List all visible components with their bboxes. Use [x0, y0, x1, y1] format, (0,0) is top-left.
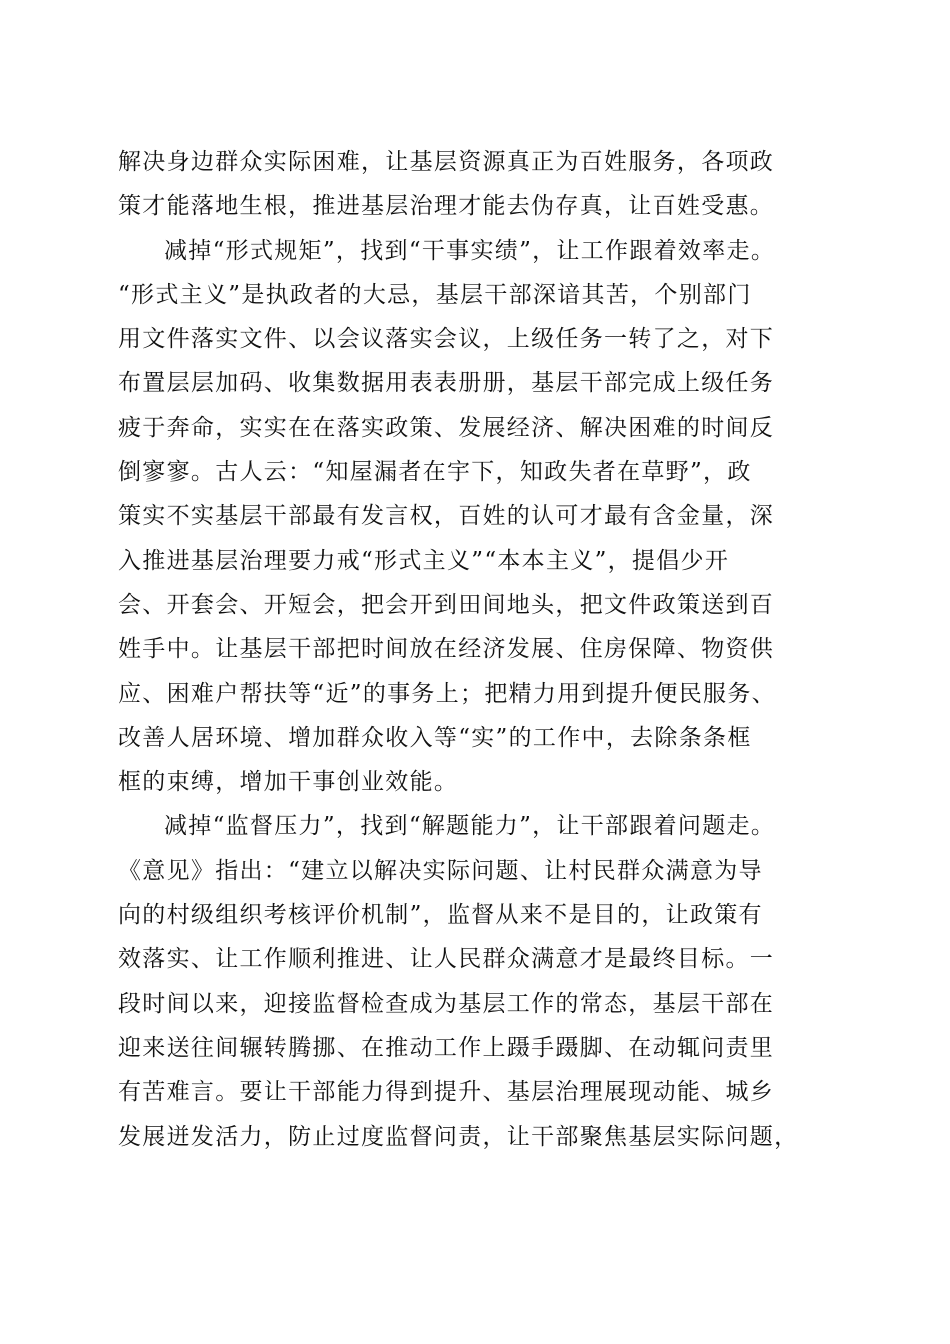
text-line: 框的束缚，增加干事创业效能。 [118, 769, 459, 796]
paragraph-first-line: 减掉“监督压力”，找到“解题能力”，让干部跟着问题走。 [164, 813, 776, 840]
text-line: 疲于奔命，实实在在落实政策、发展经济、解决困难的时间反 [118, 414, 775, 441]
text-line: 效落实、让工作顺利推进、让人民群众满意才是最终目标。一 [118, 946, 775, 973]
text-line: 迎来送往间辗转腾挪、在推动工作上蹑手蹑脚、在动辄问责里 [118, 1034, 775, 1061]
text-line: 段时间以来，迎接监督检查成为基层工作的常态，基层干部在 [118, 990, 775, 1017]
text-line: 倒寥寥。古人云：“知屋漏者在宇下，知政失者在草野”，政 [118, 459, 752, 486]
document-body [118, 140, 848, 1159]
text-line: 向的村级组织考核评价机制”，监督从来不是目的，让政策有 [118, 902, 763, 929]
text-line: “形式主义”是执政者的大忌，基层干部深谙其苦，个别部门 [118, 281, 752, 308]
text-line: 姓手中。让基层干部把时间放在经济发展、住房保障、物资供 [118, 636, 775, 663]
text-line: 入推进基层治理要力戒“形式主义”“本本主义”，提倡少开 [118, 547, 730, 574]
text-line: 改善人居环境、增加群众收入等“实”的工作中，去除条条框 [118, 724, 752, 751]
text-line: 策才能落地生根，推进基层治理才能去伪存真，让百姓受惠。 [118, 193, 775, 220]
paragraph-first-line: 减掉“形式规矩”，找到“干事实绩”，让工作跟着效率走。 [164, 237, 776, 264]
text-line: 有苦难言。要让干部能力得到提升、基层治理展现动能、城乡 [118, 1079, 775, 1106]
text-line: 发展迸发活力，防止过度监督问责，让干部聚焦基层实际问题， [118, 1123, 799, 1150]
text-line: 会、开套会、开短会，把会开到田间地头，把文件政策送到百 [118, 591, 775, 618]
text-line: 策实不实基层干部最有发言权，百姓的认可才最有含金量，深 [118, 503, 775, 530]
text-line: 《意见》指出：“建立以解决实际问题、让村民群众满意为导 [118, 857, 763, 884]
text-line: 应、困难户帮扶等“近”的事务上；把精力用到提升便民服务、 [118, 680, 776, 707]
text-line: 布置层层加码、收集数据用表表册册，基层干部完成上级任务 [118, 370, 775, 397]
text-line: 解决身边群众实际困难，让基层资源真正为百姓服务，各项政 [118, 149, 775, 175]
text-line: 用文件落实文件、以会议落实会议，上级任务一转了之，对下 [118, 326, 775, 353]
